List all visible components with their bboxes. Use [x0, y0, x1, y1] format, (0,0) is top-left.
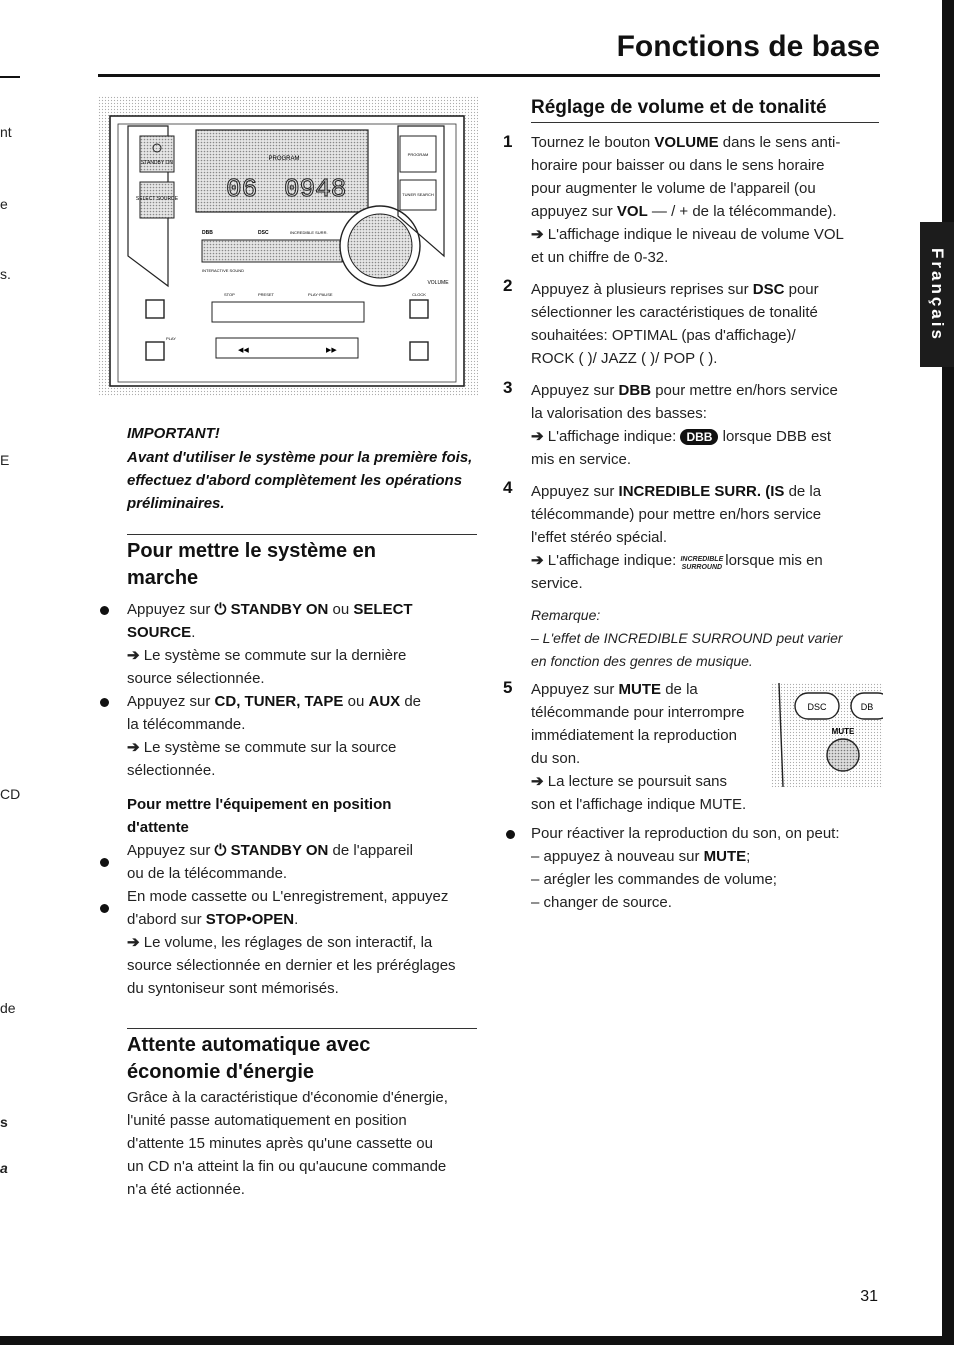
- play-pause-label: PLAY·PAUSE: [308, 292, 333, 297]
- step-line: [531, 200, 879, 223]
- text: ;: [746, 848, 751, 865]
- remote-mute-button-illustration: [771, 683, 883, 787]
- list-item: [127, 598, 479, 621]
- page-title: Fonctions de base: [616, 30, 880, 63]
- step-line: télécommande) pour mettre en/hors service: [531, 506, 822, 523]
- text: L'affichage indique:: [547, 552, 681, 569]
- power-on-instructions: [127, 598, 479, 1000]
- text: Tournez le bouton: [531, 134, 655, 151]
- step-line: [531, 480, 879, 503]
- dash-item: – changer de source.: [531, 894, 672, 911]
- arrow-right-icon: ➔: [127, 647, 144, 664]
- text-line: l'unité passe automatiquement en position: [127, 1112, 407, 1129]
- step-line: l'effet stéréo spécial.: [531, 529, 667, 546]
- text-line: Grâce à la caractéristique d'économie d'énergie,: [127, 1089, 448, 1106]
- text: .: [294, 911, 299, 928]
- mute-instructions: [531, 678, 771, 793]
- sub-heading: d'attente: [127, 819, 189, 836]
- margin-fragment: CD: [0, 786, 21, 802]
- dbb-key-label: DB: [860, 702, 874, 712]
- result-line: du syntoniseur sont mémorisés.: [127, 980, 339, 997]
- bullet: [100, 698, 109, 707]
- result-line: [531, 770, 771, 793]
- text: de l'appareil: [328, 842, 413, 859]
- power-icon: ⏻: [214, 842, 227, 859]
- text: de la: [784, 483, 822, 500]
- list-item-cont: ou de la télécommande.: [127, 865, 288, 882]
- step-line: la valorisation des basses:: [531, 405, 707, 422]
- page-number: 31: [860, 1288, 878, 1305]
- dbb-label: DBB: [202, 230, 213, 236]
- key-select: SELECT: [353, 601, 413, 618]
- step-line: [531, 379, 879, 402]
- key-source: SOURCE: [127, 624, 192, 641]
- text: Appuyez sur: [127, 601, 215, 618]
- text: Appuyez sur: [127, 842, 215, 859]
- text: L'affichage indique le niveau de volume VOL: [547, 226, 844, 243]
- arrow-right-icon: ➔: [127, 739, 144, 756]
- step-line: pour augmenter le volume de l'appareil (ou: [531, 180, 816, 197]
- key-standby-on: STANDBY ON: [226, 842, 329, 859]
- text: d'abord sur: [127, 911, 206, 928]
- play-label: PLAY: [166, 336, 176, 341]
- text: appuyez sur: [531, 203, 617, 220]
- result-line: [127, 736, 479, 759]
- arrow-right-icon: ➔: [531, 773, 548, 790]
- mute-result-line: son et l'affichage indique MUTE.: [531, 796, 747, 813]
- step-number: 4: [503, 478, 513, 497]
- text: de: [400, 693, 422, 710]
- dsc-key-label: DSC: [807, 702, 827, 712]
- bottom-edge-bar: [0, 1336, 954, 1345]
- mute-key-label: MUTE: [831, 727, 855, 736]
- step-number: 2: [503, 276, 513, 295]
- result-line: [531, 549, 879, 572]
- text: pour: [784, 281, 819, 298]
- list-item: [127, 839, 479, 862]
- important-notice: [127, 422, 477, 515]
- device-front-panel-illustration: [98, 96, 478, 396]
- margin-fragment: de: [0, 1000, 16, 1016]
- lcd-track: 06: [226, 174, 258, 204]
- section-rule: [531, 122, 879, 123]
- clock-label: CLOCK: [412, 292, 426, 297]
- key-mute: MUTE: [703, 848, 747, 865]
- step-line: du son.: [531, 750, 581, 767]
- step-number: 5: [503, 678, 513, 697]
- rewind-icon: ◀◀: [238, 347, 249, 354]
- icon-text: INCREDIBLE: [680, 556, 724, 563]
- step-line: horaire pour baisser ou dans le sens horaire: [531, 157, 825, 174]
- step-line: télécommande pour interrompre: [531, 704, 745, 721]
- result-line: sélectionnée.: [127, 762, 216, 779]
- dbb-display-icon: DBB: [680, 429, 718, 445]
- key-vol-minus-plus: — / +: [647, 203, 689, 220]
- sub-heading: Pour mettre l'équipement en position: [127, 796, 392, 813]
- remark-text: en fonction des genres de musique.: [531, 653, 753, 669]
- text: Appuyez sur: [531, 681, 619, 698]
- text: de la télécommande).: [688, 203, 837, 220]
- margin-fragment: s.: [0, 266, 11, 282]
- key-aux: AUX: [368, 693, 401, 710]
- step-line: ROCK ( )/ JAZZ ( )/ POP ( ).: [531, 350, 718, 367]
- result-line: et un chiffre de 0-32.: [531, 249, 669, 266]
- text: Appuyez à plusieurs reprises sur: [531, 281, 753, 298]
- key-mute: MUTE: [618, 681, 662, 698]
- arrow-right-icon: ➔: [531, 226, 548, 243]
- volume-label: VOLUME: [427, 280, 449, 286]
- key-volume: VOLUME: [654, 134, 719, 151]
- list-item-cont: [127, 621, 479, 644]
- text: lorsque mis en: [725, 552, 823, 569]
- step-line: [531, 278, 879, 301]
- arrow-right-icon: ➔: [531, 552, 548, 569]
- text: Le système se commute sur la source: [143, 739, 397, 756]
- arrow-right-icon: ➔: [127, 934, 144, 951]
- text: L'affichage indique:: [547, 428, 681, 445]
- step-line: immédiatement la reproduction: [531, 727, 737, 744]
- step-number: 3: [503, 378, 513, 397]
- text: ou: [328, 601, 354, 618]
- list-item-cont: [127, 908, 479, 931]
- margin-fragment: a: [0, 1160, 8, 1176]
- list-item: En mode cassette ou L'enregistrement, appuyez: [127, 888, 449, 905]
- section-heading-volume-tone: Réglage de volume et de tonalité: [531, 97, 827, 118]
- important-label: IMPORTANT!: [127, 425, 220, 442]
- text: .: [191, 624, 196, 641]
- important-text: Avant d'utiliser le système pour la première fois, effectuez d'abord complètement les opérations préliminaires.: [127, 449, 473, 512]
- key-dsc: DSC: [752, 281, 785, 298]
- text: Appuyez sur: [531, 382, 619, 399]
- standby-button-label: STANDBY ON: [140, 160, 174, 166]
- text: La lecture se poursuit sans: [547, 773, 728, 790]
- preset-label: PRESET: [258, 292, 275, 297]
- heading-line: économie d'énergie: [127, 1061, 315, 1083]
- power-icon: ⏻: [214, 601, 227, 618]
- right-edge-bar: [942, 0, 954, 1345]
- section-heading-power-on: [127, 538, 477, 592]
- step-line: souhaitées: OPTIMAL (pas d'affichage)/: [531, 327, 796, 344]
- interactive-sound-label: INTERACTIVE SOUND: [202, 268, 245, 273]
- dash-item: – arégler les commandes de volume;: [531, 871, 777, 888]
- program-button-label: PROGRAM: [407, 152, 429, 157]
- text: Le volume, les réglages de son interactif, la: [143, 934, 433, 951]
- section-heading-auto-standby: [127, 1032, 477, 1086]
- fast-forward-icon: ▶▶: [326, 347, 337, 354]
- heading-line: marche: [127, 567, 199, 589]
- text-line: d'attente 15 minutes après qu'une cassette ou: [127, 1135, 433, 1152]
- text-line: n'a été actionnée.: [127, 1181, 245, 1198]
- section-rule: [127, 1028, 477, 1029]
- key-stop-open: STOP•OPEN: [205, 911, 295, 928]
- text: lorsque DBB est: [718, 428, 832, 445]
- key-standby-on: STANDBY ON: [226, 601, 329, 618]
- incredible-label: INCREDIBLE SURR.: [290, 230, 328, 235]
- key-vol: VOL: [616, 203, 648, 220]
- margin-fragment: E: [0, 452, 10, 468]
- result-line: source sélectionnée.: [127, 670, 265, 687]
- tuner-search-label: TUNER SEARCH: [402, 192, 434, 197]
- key-cd-tuner-tape: CD, TUNER, TAPE: [214, 693, 344, 710]
- result-line: [531, 223, 879, 246]
- key-incredible-surr: INCREDIBLE SURR.: [618, 483, 762, 500]
- text: ou: [343, 693, 369, 710]
- result-line: [127, 931, 479, 954]
- heading-line: Pour mettre le système en: [127, 540, 376, 562]
- icon-text: SURROUND: [681, 564, 723, 571]
- text: pour mettre en/hors service: [651, 382, 838, 399]
- arrow-right-icon: ➔: [531, 428, 548, 445]
- text: Le système se commute sur la dernière: [143, 647, 407, 664]
- step-number: 1: [503, 132, 513, 151]
- bullet: [506, 830, 515, 839]
- margin-fragment: s: [0, 1114, 8, 1130]
- list-item-cont: la télécommande.: [127, 716, 246, 733]
- language-tab-label: Français: [928, 247, 947, 342]
- section-rule: [127, 534, 477, 535]
- remark-label: Remarque:: [531, 607, 601, 623]
- bullet: [100, 904, 109, 913]
- header-rule: [98, 74, 880, 77]
- step-line: sélectionner les caractéristiques de tonalité: [531, 304, 818, 321]
- margin-fragment: e: [0, 196, 8, 212]
- step-line: [531, 131, 879, 154]
- text: Appuyez sur: [127, 693, 215, 710]
- margin-rule: [0, 76, 20, 78]
- remark-text: – L'effet de INCREDIBLE SURROUND peut varier: [531, 630, 843, 646]
- language-tab: [920, 222, 954, 367]
- bullet: [100, 858, 109, 867]
- lcd-program-label: PROGRAM: [268, 156, 300, 162]
- step-line: [531, 678, 771, 701]
- auto-standby-text: [127, 1086, 479, 1201]
- text: dans le sens anti-: [718, 134, 841, 151]
- reactivate-sound-list: [531, 822, 879, 914]
- incredible-surround-icon: [680, 556, 723, 572]
- bullet: [100, 606, 109, 615]
- dash-item: [531, 845, 879, 868]
- list-item: Pour réactiver la reproduction du son, on peut:: [531, 825, 840, 842]
- heading-line: Attente automatique avec: [127, 1034, 371, 1056]
- select-source-button-label: SELECT SOURCE: [135, 196, 179, 202]
- list-item: [127, 690, 479, 713]
- result-line: [531, 425, 879, 448]
- text: de la: [661, 681, 698, 698]
- result-line: mis en service.: [531, 451, 632, 468]
- lcd-time: 0948: [284, 174, 347, 204]
- text: – appuyez à nouveau sur: [531, 848, 704, 865]
- volume-tone-instructions: [531, 131, 879, 673]
- dsc-label: DSC: [258, 230, 269, 236]
- text-line: un CD n'a atteint la fin ou qu'aucune commande: [127, 1158, 447, 1175]
- result-line: [127, 644, 479, 667]
- stop-label: STOP: [224, 292, 235, 297]
- result-line: service.: [531, 575, 583, 592]
- result-line: source sélectionnée en dernier et les préréglages: [127, 957, 456, 974]
- key-is: (IS: [761, 483, 785, 500]
- margin-fragment: nt: [0, 124, 12, 140]
- text: Appuyez sur: [531, 483, 619, 500]
- key-dbb: DBB: [618, 382, 652, 399]
